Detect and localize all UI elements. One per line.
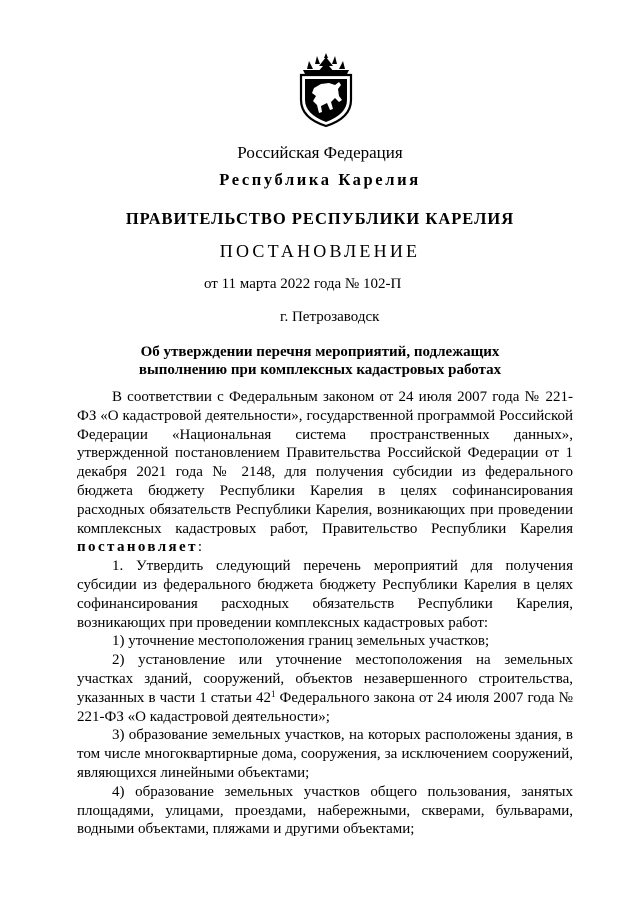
federation-heading: Российская Федерация [237,143,403,162]
government-heading: ПРАВИТЕЛЬСТВО РЕСПУБЛИКИ КАРЕЛИЯ [125,209,515,228]
decree-colon: : [197,539,203,556]
city-line: г. Петрозаводск [280,309,380,325]
title-line-2: выполнению при комплексных кадастровых работах [138,362,502,378]
item-1-paragraph: 1. Утвердить следующий перечень мероприятий для получения субсидии из федерального бюджета бюджету Республики Карелия в целях софинансирования расходных обязательств Республики Карелия, возникающих при проведении комплексных кадастровых работ: [77,558,573,631]
document-type: ПОСТАНОВЛЕНИЕ [219,241,421,261]
decree-word: постановляет [77,539,198,556]
sub-item-2-text-b: Федерального закона от 24 июля 2007 года № 221-ФЗ «О кадастровой деятельности»; [77,689,573,725]
title-line-1: Об утверждении перечня мероприятий, подлежащих [140,344,500,360]
preamble-paragraph [77,388,573,557]
document-body [77,388,573,839]
sub-item-4: 4) образование земельных участков общего пользования, занятых площадями, улицами, проездами, набережными, скверами, бульварами, водными объектами, пляжами и другими объектами; [77,783,573,838]
sub-item-2-superscript: 1 [270,688,276,699]
sub-item-3: 3) образование земельных участков, на которых расположены здания, в том числе многоквартирные дома, сооружения, за исключением сооружений, являющихся линейными объектами; [77,727,573,781]
preamble-text: В соответствии с Федеральным законом от 24 июля 2007 года № 221-ФЗ «О кадастровой деятельности», государственной программой Российской Федерации «Национальная система пространственных данных», утвержденной постановлением Правительства Российской Федерации от 1 декабря 2021 года № 2148, для получения субсидии из федерального бюджета бюджету Республики Карелия в целях софинансирования расходных обязательств Республики Карелия, возникающих при проведении комплексных кадастровых работ, Правительство Республики Карелия [77,389,573,537]
date-line: от 11 марта 2022 года № 102-П [204,276,402,292]
sub-item-1: 1) уточнение местоположения границ земельных участков; [112,633,490,650]
coat-of-arms-icon [297,52,355,128]
sub-item-2 [77,651,573,726]
document-title [0,343,640,379]
sub-item-2-text-a: 2) установление или уточнение местоположения на земельных участках зданий, сооружений, объектов незавершенного строительства, указанных в части 1 статьи 42 [77,652,573,706]
republic-heading: Республика Карелия [219,170,421,189]
